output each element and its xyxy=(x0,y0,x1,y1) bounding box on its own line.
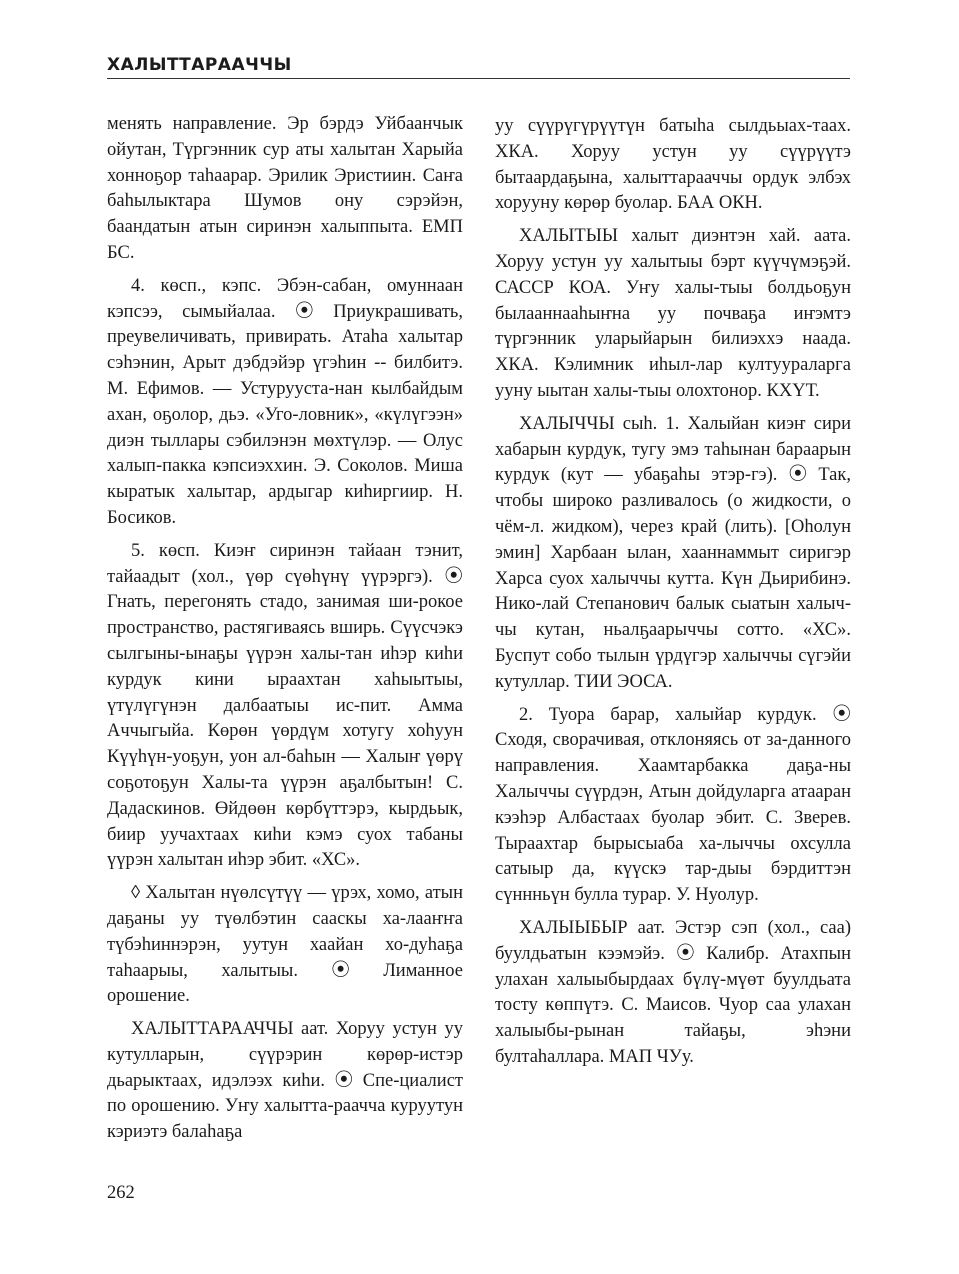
entry-paragraph: 2. Туора барар, халыйар курдук. ⦿ Сходя, сворачивая, отклоняясь от за-данного направления. Хаамтарбакка даҕа-ны Халыччы сүүрдэн, Атын дойдуларга атааран кээһэр Албастаах буолар эбит. С. Зверев. Тыраахтар бырысыаба ха-лыччы охсулла сатыыр да, күүскэ тар-дыы бэрдиттэн сүннньүн булла турар. У. Нуолур. xyxy=(495,704,851,906)
right-column xyxy=(495,114,851,1078)
running-head: ХАЛЫТТАРААЧЧЫ xyxy=(107,55,292,75)
entry-paragraph: уу сүүрүгүрүүтүн батыһа сылдьыах-таах. ХКА. Хоруу устун уу сүүрүүтэ бытаардаҕына, халыттарааччы ордук элбэх хорууну көрөр буолар. БАА ОКН. xyxy=(495,116,851,214)
entry-paragraph: менять направление. Эр бэрдэ Уйбаанчык ойутан, Түргэнник сур аты халытан Харыйа хонноҕор таһаарар. Эрилик Эристиин. Саҥа баһылыктара Шумов ону сэрэйэн, баандатын атын сиринэн халыппыта. ЕМП БС. xyxy=(107,114,463,263)
entry-paragraph: ХАЛЫТЫЫ халыт диэнтэн хай. аата. Хоруу устун уу халытыы бэрт күүчүмэҕэй. САССР КОА. Уҥу халы-тыы болдьоҕун былааннааһыҥна уу почваҕа иҥэмтэ түргэнник уларыйарын билиэххэ наада. ХКА. Кэлимник иһыл-лар култуураларга ууну ыытан халы-тыы олохтонор. КХҮТ. xyxy=(495,226,851,401)
header-rule xyxy=(107,78,850,79)
entry-paragraph: ХАЛЫТТАРААЧЧЫ аат. Хоруу устун уу кутулларын, сүүрэрин көрөр-истэр дьарыктаах, идэлээх киһи. ⦿ Спе-циалист по орошению. Уҥу халытта-раачча куруутун кэриэтэ балаһаҕа xyxy=(107,1019,463,1143)
entry-paragraph: ◊ Халытан нүөлсүтүү — үрэх, хомо, атын даҕаны уу түөлбэтин сааскы ха-лааҥҥа түбэһиннэрэн, уутун хаайан хо-дуһаҕа таһаарыы, халытыы. ⦿ Лиманное орошение. xyxy=(107,883,463,1007)
entry-paragraph: ХАЛЫЧЧЫ сыһ. 1. Халыйан киэҥ сири хабарын курдук, тугу эмэ таһынан бараарын курдук (кут — убаҕаһы этэр-гэ). ⦿ Так, чтобы широко разливалось (о жидкости, о чём-л. жидком), через край (лить). [Оһолун эмин] Харбаан ылан, хааннаммыт сиригэр Харса суох халыччы кутта. Күн Дьирибинэ. Нико-лай Степанович балык сыатын халыч-чы кутан, ньалҕаарыччы сотто. «ХС». Буспут собо тылын үрдүгэр халыччы сүгэйи кутуллар. ТИИ ЭОСА. xyxy=(495,413,851,692)
entry-paragraph: 4. көсп., кэпс. Эбэн-сабан, омуннаан кэпсээ, сымыйалаа. ⦿ Приукрашивать, преувеличивать, привирать. Атаһа халытар сэһэнин, Арыт дэбдэйэр үгэһин -- билбитэ. М. Ефимов. — Устурууста-нан кылбайдым ахан, оҕолор, дьэ. «Уго-ловник», «күлүгээн» диэн тыллары сэбилэнэн мөхтүлэр. — Олус халып-пакка кэпсиэххин. Э. Соколов. Миша кыратык халытар, ардыгар киһиргиир. Н. Босиков. xyxy=(107,275,463,528)
entry-paragraph: ХАЛЫЫБЫР аат. Эстэр сэп (хол., саа) буулдьатын кээмэйэ. ⦿ Калибр. Атахпын улахан халыыбырдаах бүлү-мүөт буулдьата тосту көппүтэ. С. Маисов. Чуор саа улахан халыыбы-рынан тайаҕы, эһэни бултаһаллара. МАП ЧУу. xyxy=(495,917,851,1067)
page-number: 262 xyxy=(107,1183,135,1203)
left-column xyxy=(107,112,463,1153)
entry-paragraph: 5. көсп. Киэҥ сиринэн тайаан тэнит, тайаадыт (хол., үөр сүөһүнү үүрэргэ). ⦿ Гнать, перегонять стадо, занимая ши-рокое пространство, растягиваясь вширь. Сүүсчэкэ сылгыны-ынаҕы үүрэн халы-тан иһэр киһи курдук кини ыраахтан хаһыытыы, үтүлүгүнэн далбаатыы ис-пит. Амма Аччыгыйа. Көрөн үөрдүм хотугу хоһуун Күүһүн-уоҕун, уон ал-баһын — Халыҥ үөрү соҕотоҕун Халы-та үүрэн аҕалбытын! С. Дадаскинов. Өйдөөн көрбүттэрэ, кырдьык, биир уучахтаах киһи кэмэ суох табаны үүрэн халытан иһэр эбит. «ХС». xyxy=(107,540,463,871)
